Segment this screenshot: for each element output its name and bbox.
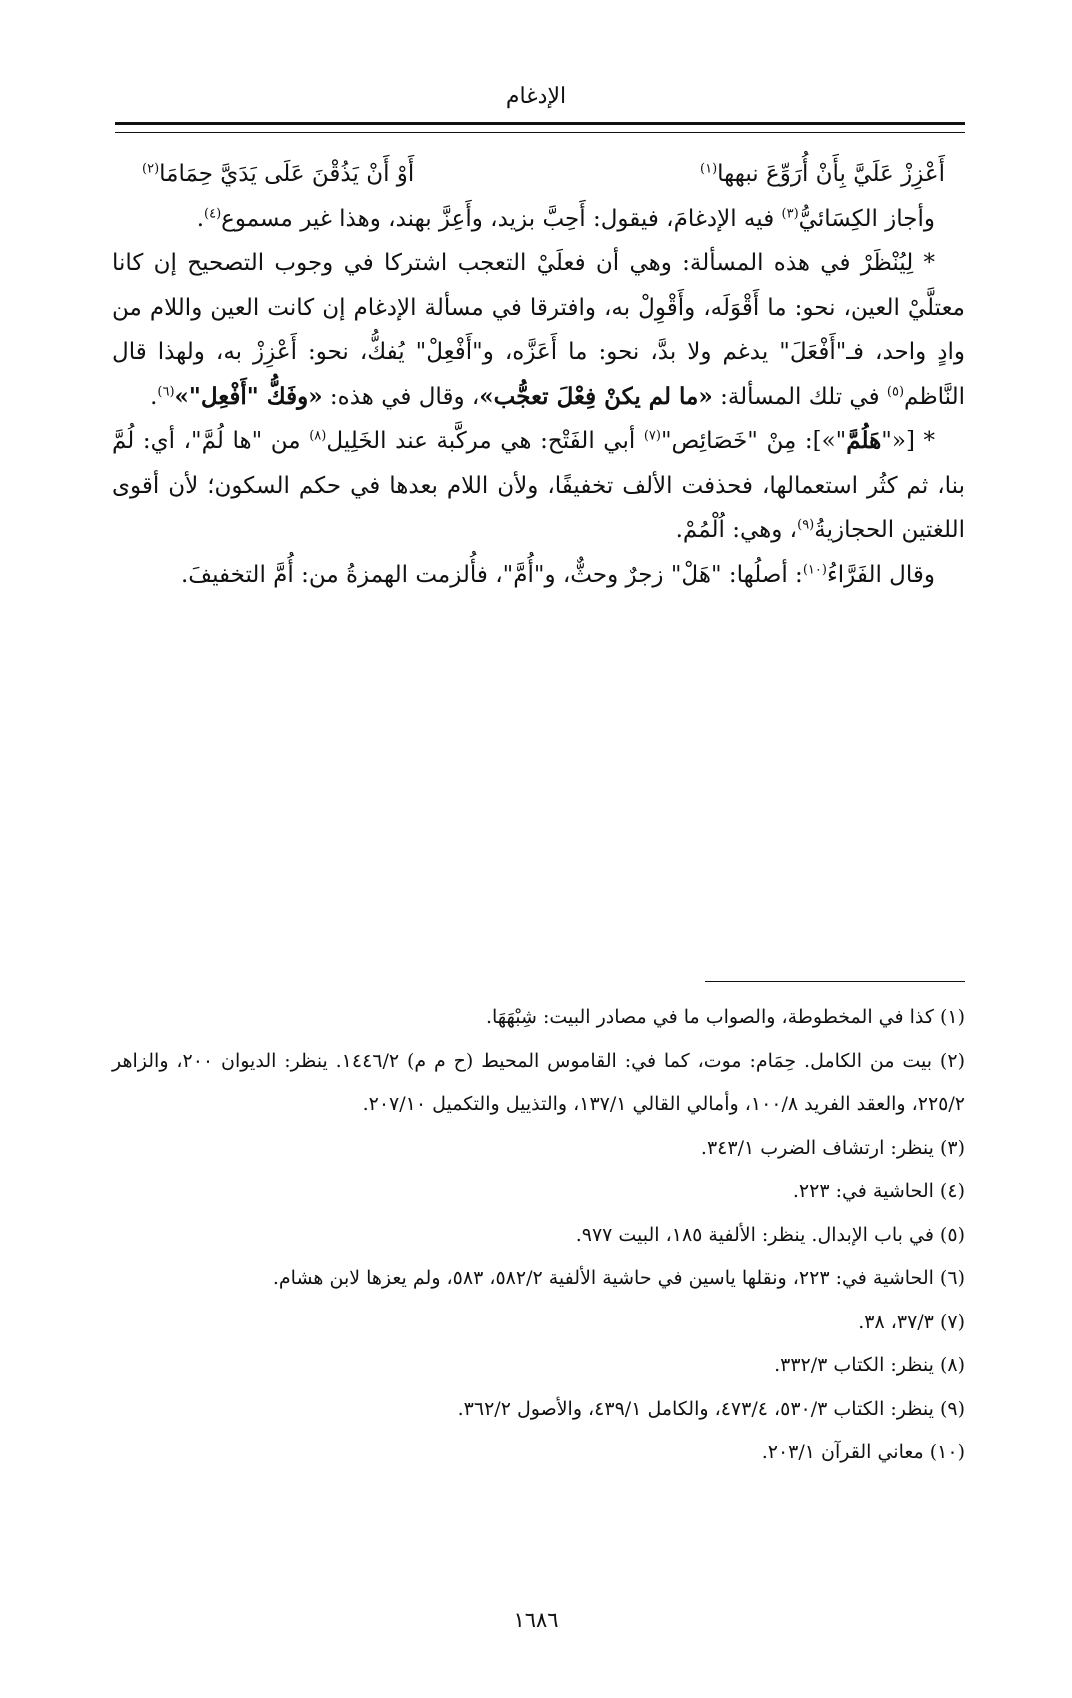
running-header: الإدغام [505,84,567,109]
paragraph-farra [112,553,965,598]
text-run: * لِيُنْظَرْ في هذه المسألة: وهي أن فعلَيْ التعجب اشتركا في وجوب التصحيح إن كانا معتلَّيْ العين، نحو: ما أَقْوَلَه، وأَقْوِلْ به، وافترقا في مسألة الإدغام إن كانت العين واللام من وادٍ واحد، فـ"أَفْعَلَ" يدغم ولا بدَّ، نحو: ما أَعَزَّه، و"أَفْعِلْ" يُفكُّ، نحو: أَعْزِزْ به، ولهذا قال النَّاظم [112,250,965,410]
footnote-ref: (٩) [797,517,815,533]
footnote: (٧) ٣٧/٣، ٣٨. [858,1310,965,1333]
text-run: وقال الفَرَّاءُ [826,561,935,588]
text-run: أبي الفَتْح: هي مركَّبة عند الخَلِيل [326,428,644,454]
footnote-ref: (٤) [204,205,222,221]
footnote-separator [705,981,965,982]
hemistich-2-text: أَوْ أَنْ يَذُقْنَ عَلَى يَدَيَّ حِمَامَا [159,161,415,187]
text-run: . [150,383,158,410]
footnote: (٩) ينظر: الكتاب ٥٣٠/٣، ٤٧٣/٤، والكامل ٤٣٩/١، والأصول ٣٦٢/٢. [457,1397,965,1420]
text-run: ، وهي: اُلْمُمْ. [675,517,798,543]
hemistich-1-text: أَعْزِزْ عَلَيَّ بِأَنْ أُرَوِّعَ نبهها [717,161,945,187]
footnote: (٢) بيت من الكامل. حِمَام: موت، كما في: القاموس المحيط (ح م م) ١٤٤٦/٢. ينظر: الديوان ٢٠٠، والزاهر ٢٢٥/٢، والعقد الفريد ١٠٠/٨، وأمالي القالي ١٣٧/١، والتذييل والتكميل ٢٠٧/١٠. [112,1049,965,1115]
footnotes [112,996,965,1475]
footnote-ref: (١٠) [802,561,827,577]
header-rule-thick [115,122,965,125]
quoted-verse-bold: «ما لم يكنْ فِعْلَ تعجُّب» [479,382,713,410]
header-rule-thin [115,132,965,133]
paragraph-kisai [112,197,965,242]
text-run: فيه الإدغامَ، فيقول: أَحِبَّ بزيد، وأَعِزَّ بهند، وهذا غير مسموع [221,205,782,232]
footnote-ref: (٧) [643,428,661,444]
footnote: (٦) الحاشية في: ٢٢٣، ونقلها ياسين في حاشية الألفية ٥٨٢/٢، ٥٨٣، ولم يعزها لابن هشام. [272,1267,965,1289]
text-run: * [«" [881,428,935,454]
text-run: في تلك المسألة: [712,383,887,410]
verse-hemistich-1 [700,152,945,197]
text-run: وأجاز الكِسَائيُّ [798,205,935,232]
main-text [112,152,965,597]
footnote-ref: (٥) [886,383,905,399]
footnote: (٨) ينظر: الكتاب ٣٣٢/٣. [774,1354,965,1376]
text-run: ، وقال في هذه: [322,383,480,410]
footnote-ref: (١) [700,161,718,177]
footnote: (٣) ينظر: ارتشاف الضرب ٣٤٣/١. [700,1136,965,1159]
footnote-ref: (٢) [142,161,160,177]
verse-hemistich-2 [142,152,414,197]
footnote-ref: (٨) [309,428,327,444]
footnote-ref: (٦) [157,383,175,399]
text-run: : أصلُها: "هَلْ" زجرٌ وحثٌّ، و"أُمَّ"، فأُلزمت الهمزةُ من: أُمَّ التخفيفَ. [180,561,803,588]
page-number: ١٦٨٦ [513,1608,559,1632]
paragraph-halumma [112,419,965,553]
footnote: (٥) في باب الإبدال. ينظر: الألفية ١٨٥، البيت ٩٧٧. [575,1223,965,1246]
footnote: (١٠) معاني القرآن ٢٠٣/١. [761,1441,965,1463]
headword-bold: هَلُمَّ [846,427,882,454]
quoted-verse-bold: «وفَكُّ "أَفْعِل"» [174,382,323,410]
text-run: من "ها لُمَّ"، أي: لُمَّ بنا، ثم كثُر استعمالها، فحذفت الألف تخفيفًا، ولأن اللام بعدها في حكم السكون؛ لأن أقوى اللغتين الحجازيةُ [112,428,965,543]
text-run: "»]: مِنْ "خَصَائِص" [660,428,847,454]
footnote-ref: (٣) [781,205,799,221]
poetry-verse [112,152,965,197]
paragraph-ta-ajjub [112,241,965,419]
footnote: (١) كذا في المخطوطة، والصواب ما في مصادر البيت: شِبْهَهَا. [485,1006,965,1028]
footnote: (٤) الحاشية في: ٢٢٣. [792,1180,965,1202]
text-run: . [196,205,204,232]
